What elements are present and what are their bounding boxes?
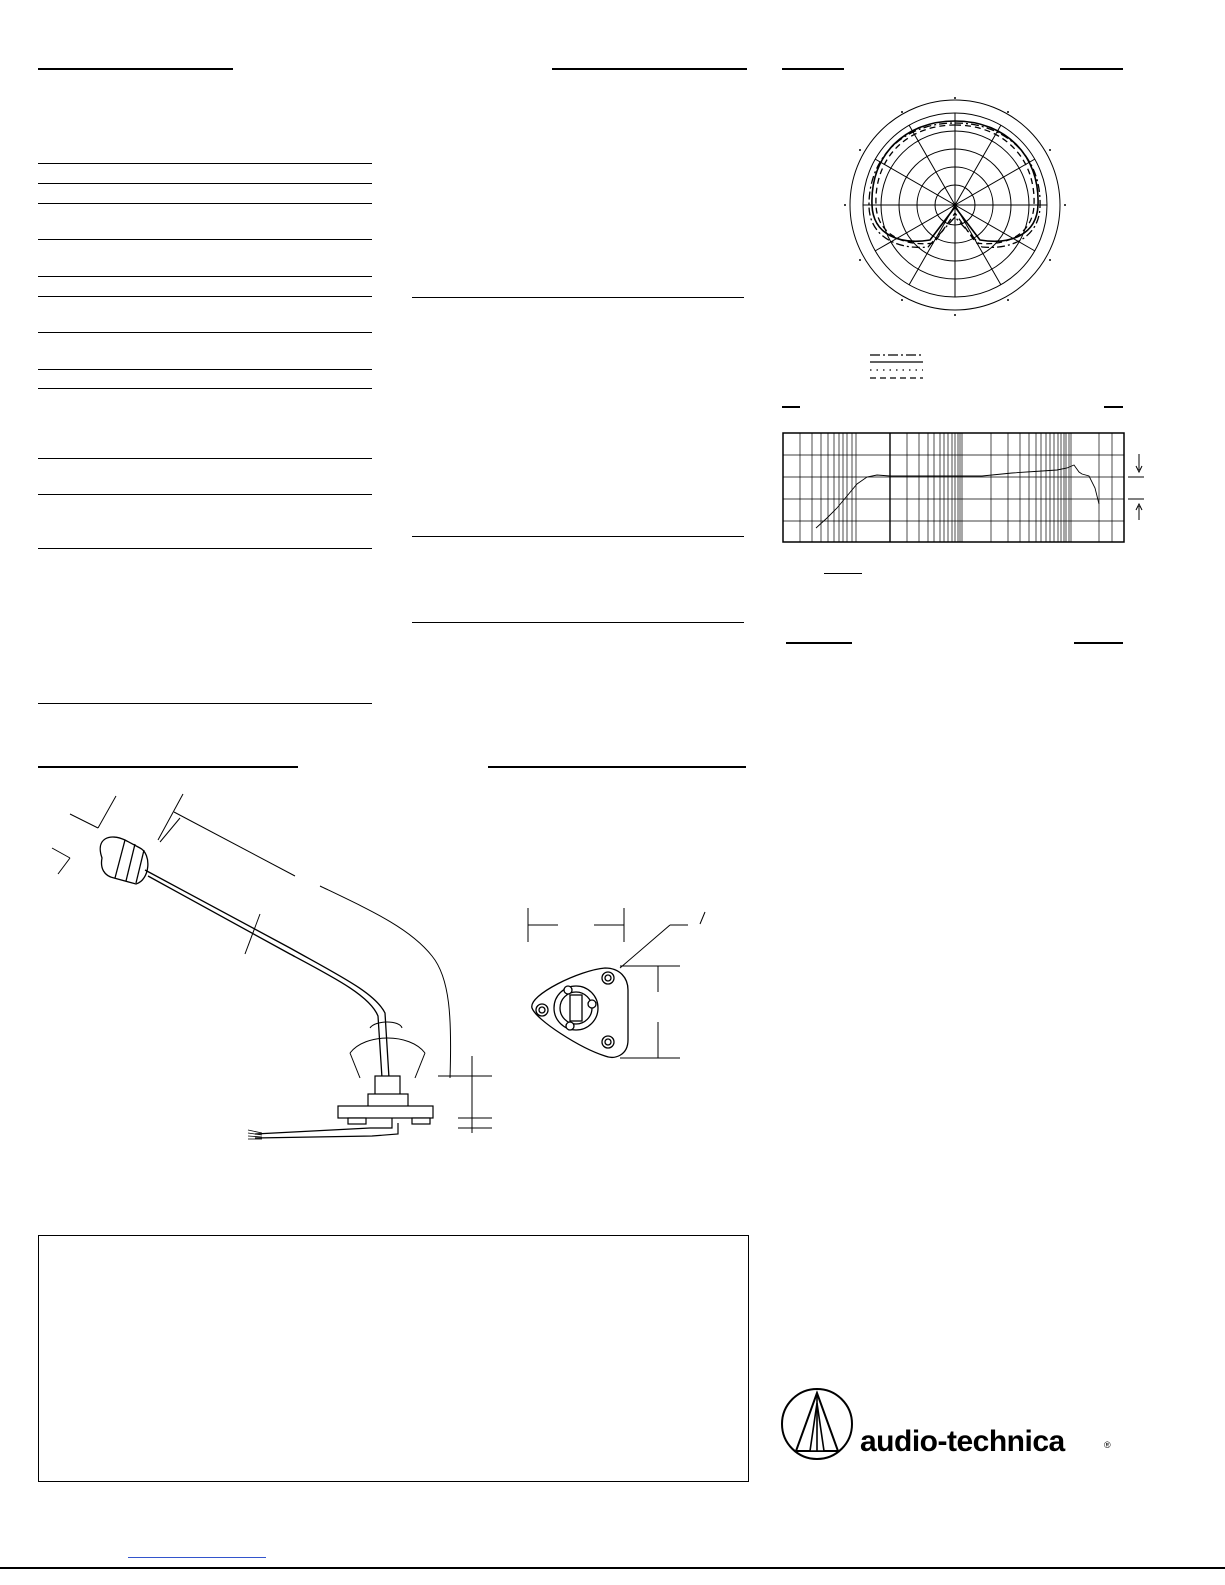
section-rule-right-right [1074,642,1123,644]
section-rule-right-left [786,642,852,644]
section-rule-polar-left [782,68,844,70]
footer-link-underline[interactable] [128,1557,266,1558]
middle-column-rule [412,297,744,298]
footer-rule [0,1567,1225,1569]
spec-row-divider [38,183,372,184]
spec-row-divider [38,494,372,495]
audio-technica-logo [780,1387,856,1463]
frequency-response-graph [782,432,1144,544]
section-rule-specs-right [552,68,747,70]
spec-row-divider [38,703,372,704]
spec-row-divider [38,239,372,240]
spec-row-divider [38,458,372,459]
spec-row-divider [38,332,372,333]
spec-row-divider [38,296,372,297]
section-rule-specs-left [38,68,233,70]
brand-logo-text: audio-technica [860,1425,1065,1458]
spec-row-divider [38,548,372,549]
frequency-response-curve [816,465,1099,528]
notice-box [38,1235,749,1482]
middle-column-rule [412,622,744,623]
registered-mark: ® [1104,1440,1111,1450]
mounting-flange-drawing [520,900,720,1070]
section-rule-polar-right [1060,68,1123,70]
section-rule-dimensions-left [38,766,298,768]
section-rule-frequency-right [1104,406,1123,408]
frequency-footnote-rule [824,573,862,574]
section-rule-dimensions-right [488,766,746,768]
spec-row-divider [38,388,372,389]
middle-column-rule [412,536,744,537]
polar-legend [868,352,928,382]
spec-row-divider [38,163,372,164]
spec-row-divider [38,203,372,204]
section-rule-frequency-left [782,406,800,408]
gooseneck-microphone-drawing [40,788,510,1148]
spec-row-divider [38,276,372,277]
polar-pattern-diagram [840,95,1070,325]
spec-row-divider [38,369,372,370]
